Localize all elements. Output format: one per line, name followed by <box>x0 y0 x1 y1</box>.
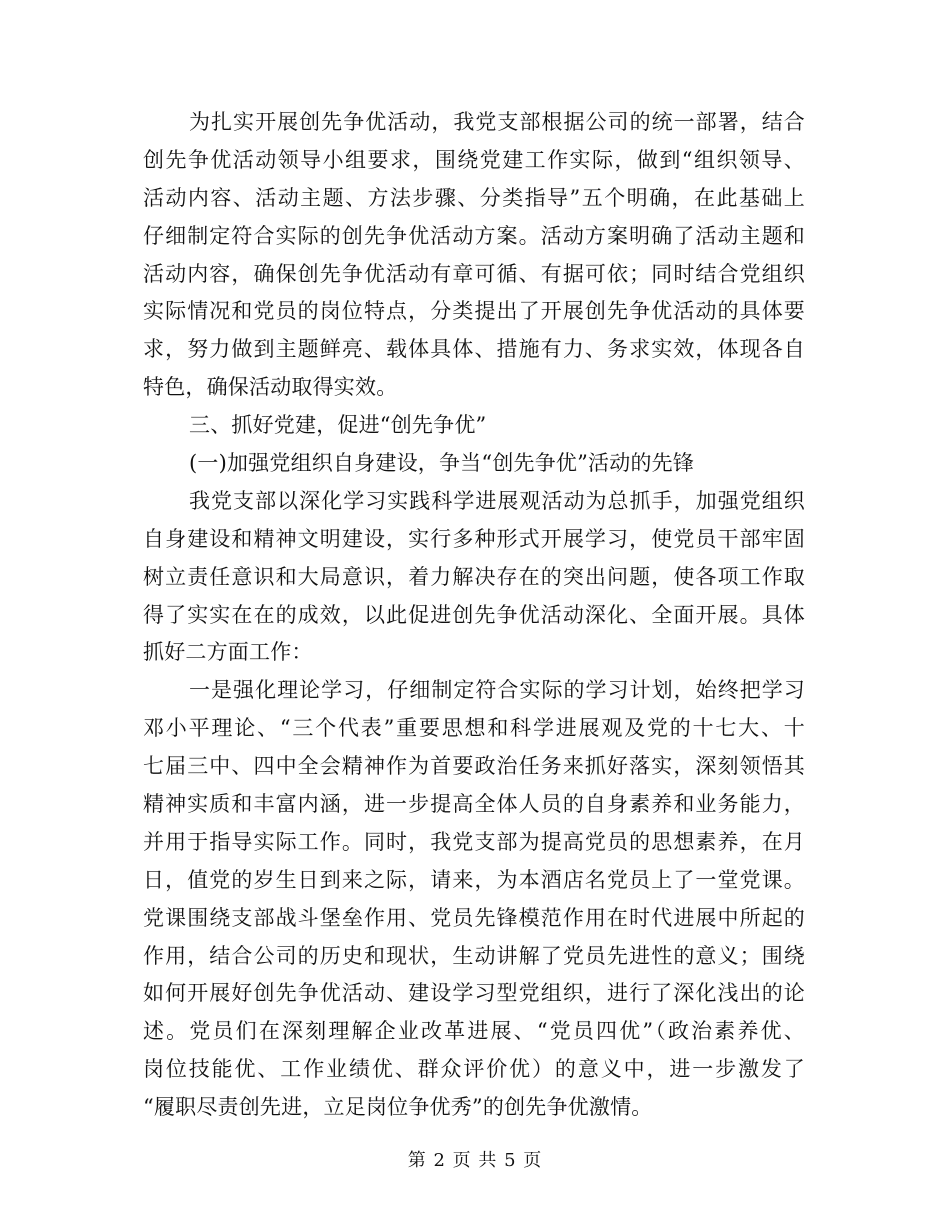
text-line: 精神实质和丰富内涵，进一步提高全体人员的自身素养和业务能力， <box>143 792 805 817</box>
text-line: 并用于指导实际工作。同时，我党支部为提高党员的思想素养，在月 <box>143 829 805 854</box>
text-line: (一)加强党组织自身建设，争当“创先争优”活动的先锋 <box>189 451 695 476</box>
text-line: 活动内容、活动主题、方法步骤、分类指导”五个明确，在此基础上 <box>143 185 805 210</box>
text-line: 党课围绕支部战斗堡垒作用、党员先锋模范作用在时代进展中所起的 <box>143 905 805 930</box>
text-line: 实际情况和党员的岗位特点，分类提出了开展创先争优活动的具体要 <box>143 299 805 324</box>
text-line: 自身建设和精神文明建设，实行多种形式开展学习，使党员干部牢固 <box>143 526 805 551</box>
text-line: 我党支部以深化学习实践科学进展观活动为总抓手，加强党组织 <box>189 488 805 513</box>
text-line: 一是强化理论学习，仔细制定符合实际的学习计划，始终把学习 <box>189 678 805 703</box>
text-line: 抓好二方面工作： <box>143 640 313 665</box>
text-line: 活动内容，确保创先争优活动有章可循、有据可依；同时结合党组织 <box>143 261 805 286</box>
text-line: 岗位技能优、工作业绩优、群众评价优）的意义中，进一步激发了 <box>143 1057 805 1082</box>
text-line: 求，努力做到主题鲜亮、载体具体、措施有力、务求实效，体现各自 <box>143 337 805 362</box>
text-line: 邓小平理论、“三个代表”重要思想和科学进展观及党的十七大、十 <box>143 716 805 741</box>
text-line: 如何开展好创先争优活动、建设学习型党组织，进行了深化浅出的论 <box>143 981 805 1006</box>
text-line: 得了实实在在的成效，以此促进创先争优活动深化、全面开展。具体 <box>143 602 805 627</box>
text-line: 日，值党的岁生日到来之际，请来，为本酒店名党员上了一堂党课。 <box>143 867 805 892</box>
text-line: 三、抓好党建，促进“创先争优” <box>189 413 487 438</box>
text-line: 七届三中、四中全会精神作为首要政治任务来抓好落实，深刻领悟其 <box>143 754 805 779</box>
text-line: 创先争优活动领导小组要求，围绕党建工作实际，做到“组织领导、 <box>143 147 805 172</box>
document-body <box>143 104 805 1127</box>
page-footer: 第 2 页 共 5 页 <box>407 1150 543 1171</box>
text-line: 树立责任意识和大局意识，着力解决存在的突出问题，使各项工作取 <box>143 564 805 589</box>
text-line: 述。党员们在深刻理解企业改革进展、“党员四优”（政治素养优、 <box>143 1019 805 1044</box>
text-line: 特色，确保活动取得实效。 <box>143 375 398 400</box>
text-line: 为扎实开展创先争优活动，我党支部根据公司的统一部署，结合 <box>189 110 805 134</box>
text-line: “履职尽责创先进，立足岗位争优秀”的创先争优激情。 <box>143 1095 653 1120</box>
text-line: 作用，结合公司的历史和现状，生动讲解了党员先进性的意义；围绕 <box>143 943 805 968</box>
text-line: 仔细制定符合实际的创先争优活动方案。活动方案明确了活动主题和 <box>143 223 805 248</box>
